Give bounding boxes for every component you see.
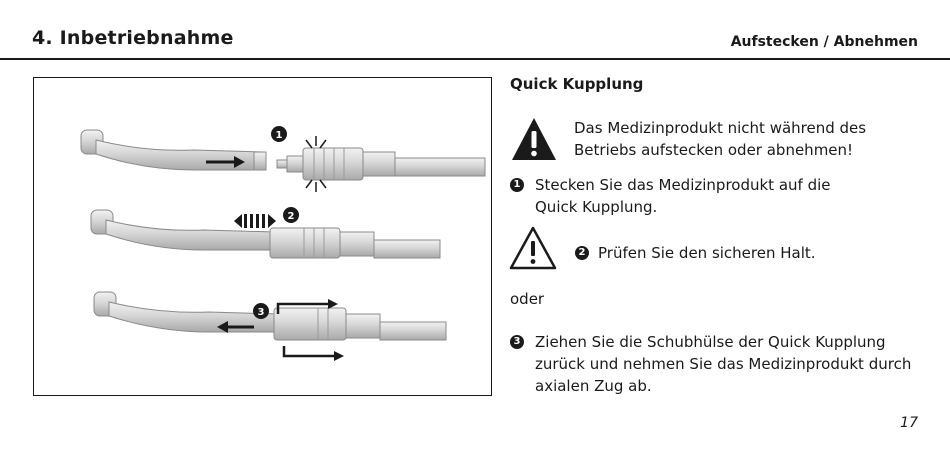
svg-text:2: 2 — [287, 211, 295, 222]
svg-text:1: 1 — [275, 130, 283, 141]
page-number: 17 — [900, 415, 918, 431]
callout-1 — [271, 126, 287, 142]
quick-coupling-heading: Quick Kupplung — [510, 75, 644, 93]
step-3-line-1: Ziehen Sie die Schubhülse der Quick Kupplung — [535, 333, 886, 351]
step-2-number: 2 — [575, 246, 589, 260]
chapter-title: 4. Inbetriebnahme — [32, 27, 234, 49]
step-1-number: 1 — [510, 178, 524, 192]
warning-line-2: Betriebs aufstecken oder abnehmen! — [574, 141, 854, 159]
step-1-line-1: Stecken Sie das Medizinprodukt auf die — [535, 176, 831, 194]
step-2-text: Prüfen Sie den sicheren Halt. — [598, 244, 816, 262]
step-3-text — [535, 331, 911, 397]
coupling-illustration — [33, 77, 492, 396]
warning-message — [574, 117, 904, 161]
step-3-line-2: zurück und nehmen Sie das Medizinprodukt durch — [535, 355, 912, 373]
callout-2 — [283, 207, 299, 223]
step-1-line-2: Quick Kupplung. — [535, 198, 658, 216]
or-text: oder — [510, 290, 545, 308]
illustration-graphic — [34, 78, 493, 397]
callout-3 — [253, 303, 269, 319]
step-3-line-3: axialen Zug ab. — [535, 377, 652, 395]
step-3-number: 3 — [510, 335, 524, 349]
svg-text:3: 3 — [257, 307, 265, 318]
section-title: Aufstecken / Abnehmen — [730, 34, 918, 50]
quick-coupling — [277, 136, 485, 192]
handpiece-removing — [94, 292, 446, 361]
step-1-text — [535, 174, 831, 218]
warning-filled-icon — [510, 116, 558, 162]
handpiece-detached — [81, 130, 266, 170]
handpiece-attached — [91, 210, 440, 258]
header-divider — [0, 58, 950, 60]
warning-line-1: Das Medizinprodukt nicht während des — [574, 119, 867, 137]
warning-outline-icon — [508, 225, 558, 271]
